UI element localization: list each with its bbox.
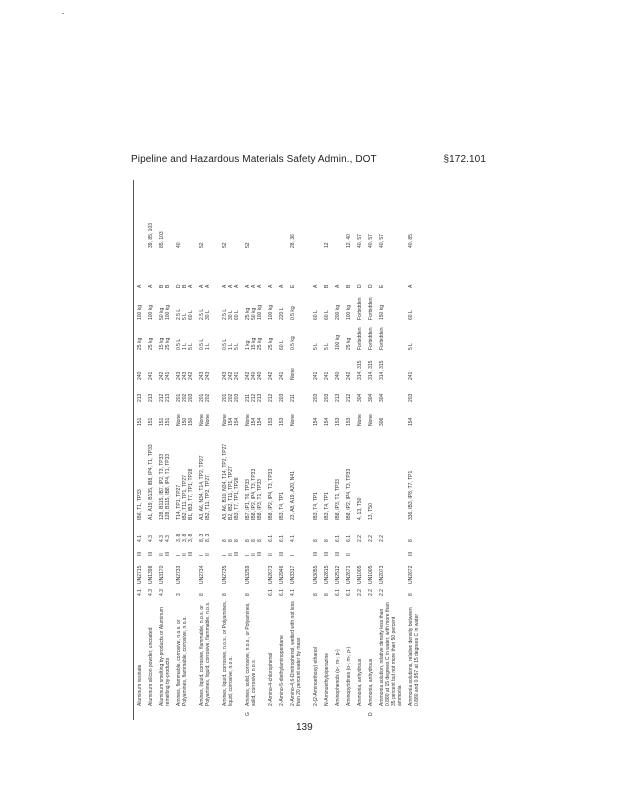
cell-qp: 1 kg 15 kg 25 kg <box>245 337 263 350</box>
cell-bulk: 241 <box>324 371 330 380</box>
cell-pg: II <box>268 553 274 556</box>
cell-loc: E <box>379 284 385 288</box>
cell-lbl: 3, 8 3, 8 3, 8 <box>176 533 194 542</box>
cell-pg: III <box>148 551 154 556</box>
cell-lbl: 4.3 4.3 <box>159 535 171 542</box>
cell-pg: I II III <box>176 551 194 556</box>
cell-cls: 4.3 <box>159 589 165 596</box>
cell-qp: 5 L <box>408 343 414 350</box>
cell-val: 85, 103 <box>159 231 165 248</box>
cell-desc: Aminopyridines (o-; m-; p-) <box>346 646 352 706</box>
cell-cls: 8 <box>199 593 205 596</box>
cell-bulk: 314, 315 <box>368 360 374 380</box>
cell-pg: I II III <box>245 551 263 556</box>
cell-qp: 0.5 L 1 L 5 L <box>176 338 194 350</box>
cell-sym: G <box>245 712 251 716</box>
cell-qc: 60 L <box>313 310 319 320</box>
cell-loc: A A <box>199 284 211 288</box>
cell-qc: 150 kg <box>379 304 385 320</box>
cell-desc: Aluminum smelting by-products or Aluminum remelting by-products <box>159 607 171 706</box>
cell-exc: 151 <box>137 417 143 426</box>
cell-nonbulk: 201 202 203 <box>222 393 240 402</box>
cell-bulk: 241 <box>279 371 285 380</box>
cell-exc: 153 <box>335 417 341 426</box>
cell-qp: 25 kg <box>268 337 274 350</box>
cell-bulk: 240 <box>335 371 341 380</box>
cell-prov: 13, T50 <box>368 503 374 520</box>
cell-cls: 2.2 <box>368 589 374 596</box>
cell-sym: D <box>368 712 374 716</box>
cell-exc: None <box>368 414 374 426</box>
cell-bulk: 243 243 242 <box>176 371 194 380</box>
cell-loc: A <box>268 284 274 288</box>
cell-qp: 0.5 L 1 L <box>199 338 211 350</box>
cell-desc: 2-Amino-4-chlorophenol <box>268 652 274 706</box>
cell-qp: 0.5 kg <box>290 336 296 350</box>
table-row <box>357 180 368 720</box>
cell-desc: 2-Amino-5-diethylaminopentane <box>279 635 285 706</box>
cell-pg: III <box>408 551 414 556</box>
cell-val: 52 <box>199 242 205 248</box>
cell-loc: A <box>313 284 319 288</box>
table-row <box>245 180 268 720</box>
cell-nonbulk: 304 <box>357 393 363 402</box>
cell-pg: II III <box>159 551 171 556</box>
page-number: 139 <box>296 722 313 733</box>
cell-lbl: 8 <box>324 539 330 542</box>
cell-lbl: 8 8 8 <box>245 539 263 542</box>
cell-loc: E <box>290 284 296 288</box>
cell-lbl: 6.1 <box>346 535 352 542</box>
cell-val: 40, 57 <box>357 234 363 248</box>
cell-nonbulk: 211 212 213 <box>245 393 263 402</box>
table-row <box>137 180 148 720</box>
table-row <box>335 180 346 720</box>
cell-prov: IB8, IP3, T1, TP33 <box>335 479 341 520</box>
cell-qc: 2.5 L 30 L <box>199 308 211 320</box>
cell-exc: 154 <box>313 417 319 426</box>
cell-loc: B B <box>159 284 171 288</box>
cell-loc: B <box>324 284 330 288</box>
cell-exc: None <box>357 414 363 426</box>
cell-qp: 25 kg <box>137 337 143 350</box>
cell-cls: 6.1 <box>268 589 274 596</box>
table-row <box>368 180 379 720</box>
table-row <box>346 180 357 720</box>
cell-lbl: 6.1 <box>279 535 285 542</box>
cell-pg: I II <box>199 553 211 556</box>
cell-exc: None None <box>199 414 211 426</box>
cell-qp: 15 kg 25 kg <box>159 337 171 350</box>
cell-lbl: 8 <box>313 539 319 542</box>
cell-cls: 6.1 <box>335 589 341 596</box>
cell-qc: 100 kg <box>346 304 352 320</box>
cell-cls: 4.1 <box>137 589 143 596</box>
cell-loc: D <box>357 284 363 288</box>
cell-qc: 100 kg <box>148 304 154 320</box>
cell-pg: II <box>346 553 352 556</box>
cell-cls: 4.3 <box>148 589 154 596</box>
table-row <box>148 180 159 720</box>
cell-qc: 2.5 L 30 L 60 L <box>222 308 240 320</box>
cell-id: UN1398 <box>148 565 154 584</box>
cell-val: 12, 40 <box>346 234 352 248</box>
cell-exc: 153 <box>346 417 352 426</box>
cell-nonbulk: 203 <box>313 393 319 402</box>
cell-id: UN2734 <box>199 565 205 584</box>
cell-desc: Aminophenols (o-; m-; p-) <box>335 649 341 706</box>
cell-bulk: 241 <box>408 371 414 380</box>
cell-exc: 153 <box>279 417 285 426</box>
table-row <box>313 180 324 720</box>
cell-exc: None <box>290 414 296 426</box>
cell-lbl: 4.1 <box>137 535 143 542</box>
cell-cls: 2.2 <box>357 589 363 596</box>
cell-desc: Amines, solid, corrosive, n.o.s., or Polyamines, solid, corrosive n.o.s. <box>245 602 257 706</box>
cell-desc: Ammonia solution, relative density less than 0.880 at 15 degrees C in water, with more than 35 percent but not more than 50 percent ammonia <box>379 602 403 706</box>
cell-loc: A <box>335 284 341 288</box>
cell-loc: B <box>346 284 352 288</box>
cell-id: UN3317 <box>290 565 296 584</box>
cell-nonbulk: 212 213 <box>159 393 171 402</box>
cell-bulk: 243 243 <box>199 371 211 380</box>
table-row <box>290 180 313 720</box>
cell-exc: 153 <box>268 417 274 426</box>
cell-nonbulk: 203 <box>324 393 330 402</box>
table-row <box>324 180 335 720</box>
cell-prov: IB3, T4, TP1 <box>324 492 330 520</box>
cell-desc: Aluminum silicon powder, uncoated <box>148 627 154 706</box>
cell-lbl: 8, 3 8, 3 <box>199 533 211 542</box>
cell-id: UN3170 <box>159 565 165 584</box>
cell-qp: 25 kg <box>148 337 154 350</box>
cell-prov: T14, TP1, TP27 IB2, T11, TP1, TP27 B1, IB3, T7, TP1, TP28 <box>176 468 194 520</box>
cell-loc: A <box>148 284 154 288</box>
cell-qc: 100 kg <box>268 304 274 320</box>
cell-desc: Aluminum resinate <box>137 664 143 706</box>
cell-exc: 151 151 <box>159 417 171 426</box>
cell-exc: 151 <box>148 417 154 426</box>
cell-lbl: 4.1 <box>290 535 296 542</box>
cell-id: UN2673 <box>268 565 274 584</box>
cell-qp: Forbidden <box>379 327 385 350</box>
cell-pg: III <box>324 551 330 556</box>
scan-speck <box>62 13 64 14</box>
cell-lbl: 2.2 <box>357 535 363 542</box>
cell-qp: Forbidden <box>368 327 374 350</box>
cell-desc: Ammonia, anhydrous <box>357 658 363 706</box>
cell-nonbulk: 201 202 <box>199 393 211 402</box>
cell-qc: 50 kg 100 kg <box>159 304 171 320</box>
cell-val: 12 <box>324 242 330 248</box>
cell-desc: Ammonia solutions, relative density between 0.880 and 0.957 at 15 degrees C in water <box>408 607 420 706</box>
cell-id: UN2671 <box>346 565 352 584</box>
cell-bulk: 242 240 240 <box>245 371 263 380</box>
cell-nonbulk: 304 <box>368 393 374 402</box>
cell-prov: 336, IB3, IP8, T7, TP1 <box>408 470 414 520</box>
cell-exc: None 154 154 <box>245 414 263 426</box>
cell-id: UN1005 <box>357 565 363 584</box>
cell-desc: Ammonia, anhydrous <box>368 658 374 706</box>
cell-cls: 3 <box>176 593 182 596</box>
cell-qp: 0.5 L 1 L 5 L <box>222 338 240 350</box>
cell-lbl: 8 8 8 <box>222 539 240 542</box>
cell-desc: Amines, liquid, corrosive, n.o.s., or Polyamines, liquid, corrosive, n.o.s. <box>222 600 234 706</box>
cell-exc: None 154 154 <box>222 414 240 426</box>
cell-id: UN2733 <box>176 565 182 584</box>
cell-id: UN3259 <box>245 565 251 584</box>
cell-bulk: 243 242 241 <box>222 371 240 380</box>
cell-qc: 0.5 kg <box>290 306 296 320</box>
cell-nonbulk: 212 <box>268 393 274 402</box>
table-row <box>199 180 222 720</box>
cell-cls: 8 <box>324 593 330 596</box>
hazmat-table <box>131 180 486 720</box>
cell-qp: 60 L <box>279 340 285 350</box>
cell-prov: A1, A19, B135, IB8, IP4, T1, TP33 <box>148 444 154 520</box>
cell-cls: 2.2 <box>379 589 385 596</box>
cell-bulk: 314, 315 <box>357 360 363 380</box>
cell-id: UN3055 <box>313 565 319 584</box>
cell-prov: IB8, IP2, IP4, T3, TP33 <box>346 468 352 520</box>
cell-nonbulk: 203 <box>408 393 414 402</box>
hazmat-table-rotated <box>131 180 486 720</box>
cell-pg: III <box>279 551 285 556</box>
cell-loc: A <box>279 284 285 288</box>
cell-prov: 23, A8, A19, A20, N41 <box>290 471 296 520</box>
table-row <box>159 180 176 720</box>
cell-qc: Forbidden <box>357 297 363 320</box>
cell-exc: 154 <box>324 417 330 426</box>
cell-loc: D <box>368 284 374 288</box>
cell-id: UN2512 <box>335 565 341 584</box>
cell-nonbulk: 212 <box>346 393 352 402</box>
cell-lbl: 4.3 <box>148 535 154 542</box>
cell-val: 28, 36 <box>290 234 296 248</box>
cell-lbl: 2.2 <box>368 535 374 542</box>
cell-qc: 220 L <box>279 307 285 320</box>
cell-id: UN2735 <box>222 565 228 584</box>
table-row <box>408 180 431 720</box>
cell-id: UN2073 <box>379 565 385 584</box>
cell-loc: A A A <box>245 284 263 288</box>
cell-nonbulk: 211 <box>290 394 296 402</box>
cell-bulk: 242 <box>346 371 352 380</box>
cell-cls: 8 <box>313 593 319 596</box>
cell-id: UN2946 <box>279 565 285 584</box>
cell-prov: 128, B115, IB7, IP2, T3, TP33 128, B115, IB8, IP4, T1, TP33 <box>159 453 171 520</box>
cell-prov: IB3, T4, TP1 <box>279 492 285 520</box>
cell-qp: 25 kg <box>346 337 352 350</box>
cell-loc: A <box>137 284 143 288</box>
table-top-rule <box>133 180 134 720</box>
cell-qp: 100 kg <box>335 334 341 350</box>
cell-qp: 5 L <box>324 343 330 350</box>
cell-pg: I II III <box>222 551 240 556</box>
table-row <box>222 180 245 720</box>
table-row <box>268 180 279 720</box>
cell-qc: 200 kg <box>335 304 341 320</box>
cell-qc: 60 L <box>408 310 414 320</box>
cell-desc: 2-(2-Aminoethoxy) ethanol <box>313 647 319 706</box>
cell-bulk: 241 <box>148 371 154 380</box>
cell-desc: Amines, liquid, corrosive, flammable, n.o.s. or Polyamines, liquid, corrosive, flammable, n.o.s. <box>199 601 211 706</box>
cell-loc: D B A <box>176 284 194 288</box>
cell-bulk: 314, 315 <box>379 360 385 380</box>
cell-prov: A3, A6, N34, T14, TP2, TP27 IB2, T11, TP2, TP27 <box>199 455 211 520</box>
cell-val: 40 <box>176 242 182 248</box>
cell-id: UN2672 <box>408 565 414 584</box>
cell-cls: 6.1 <box>279 589 285 596</box>
cell-prov: A3, A6, B10, N34, T14, TP2, TP27 B2, IB2, T11, TP1, TP27 IB3, T7, TP1, TP28 <box>222 443 240 520</box>
cell-val: 52 <box>222 242 228 248</box>
cell-loc: A <box>408 284 414 288</box>
cell-nonbulk: 213 <box>335 393 341 402</box>
cell-desc: N-Aminoethylpiperazine <box>324 652 330 706</box>
cell-val: 39, 85, 103 <box>148 222 154 248</box>
cell-nonbulk: 213 <box>137 393 143 402</box>
cell-prov: IB3, T4, TP1 <box>313 492 319 520</box>
cell-qc: 60 L <box>324 310 330 320</box>
cell-loc: A A A <box>222 284 240 288</box>
header-title: Pipeline and Hazardous Materials Safety Admin., DOT <box>131 154 377 165</box>
cell-pg: III <box>335 551 341 556</box>
cell-id: UN2815 <box>324 565 330 584</box>
cell-pg: I <box>290 554 296 556</box>
cell-lbl: 2.2 <box>379 535 385 542</box>
table-row <box>176 180 199 720</box>
cell-exc: None 150 150 <box>176 414 194 426</box>
cell-cls: 4.1 <box>290 589 296 596</box>
cell-qc: 2.5 L 5 L 60 L <box>176 308 194 320</box>
cell-nonbulk: 213 <box>148 393 154 402</box>
cell-val: 40, 85 <box>408 234 414 248</box>
cell-bulk: 240 <box>137 371 143 380</box>
cell-qp: Forbidden <box>357 327 363 350</box>
cell-bulk: 241 <box>313 371 319 380</box>
cell-cls: 8 <box>222 593 228 596</box>
cell-pg: III <box>137 551 143 556</box>
cell-qp: 5 L <box>313 343 319 350</box>
cell-nonbulk: 203 <box>279 393 285 402</box>
cell-bulk: None <box>290 368 296 380</box>
cell-lbl: 6.1 <box>335 535 341 542</box>
cell-val: 40, 57 <box>368 234 374 248</box>
cell-nonbulk: 201 202 203 <box>176 393 194 402</box>
cell-id: UN2715 <box>137 565 143 584</box>
cell-lbl: 8 <box>408 539 414 542</box>
cell-cls: 8 <box>245 593 251 596</box>
cell-qc: Forbidden <box>368 297 374 320</box>
cell-prov: IB8, IP2, IP4, T3, TP33 <box>268 468 274 520</box>
cell-exc: 154 <box>408 417 414 426</box>
cell-cls: 8 <box>408 593 414 596</box>
cell-qc: 100 kg <box>137 304 143 320</box>
cell-prov: IB7, IP1, T6, TP33 IB8, IP2, IP4, T3, TP33 IB8, IP3, T1, TP33 <box>245 468 263 520</box>
cell-val: 52 <box>245 242 251 248</box>
cell-cls: 6.1 <box>346 589 352 596</box>
cell-lbl: 6.1 <box>268 535 274 542</box>
cell-id: UN1005 <box>368 565 374 584</box>
cell-pg: III <box>313 551 319 556</box>
cell-bulk: 242 241 <box>159 371 171 380</box>
cell-prov: IB6, T1, TP33 <box>137 489 143 520</box>
cell-exc: 306 <box>379 417 385 426</box>
cell-qc: 25 kg 50 kg 100 kg <box>245 304 263 320</box>
cell-val: 40, 57 <box>379 234 385 248</box>
cell-prov: 4, 13, T50 <box>357 497 363 520</box>
cell-nonbulk: 304 <box>379 393 385 402</box>
table-row <box>379 180 408 720</box>
cell-desc: Amines, flammable, corrosive, n.o.s. or Polyamines, flammable, corrosive, n.o.s. <box>176 616 188 706</box>
table-row <box>279 180 290 720</box>
running-header <box>131 154 486 168</box>
header-section: §172.101 <box>443 154 486 165</box>
cell-desc: 2-Amino-4,6-Dinitrophenol, wetted with not less than 20 percent water by mass <box>290 601 302 706</box>
cell-bulk: 242 <box>268 371 274 380</box>
